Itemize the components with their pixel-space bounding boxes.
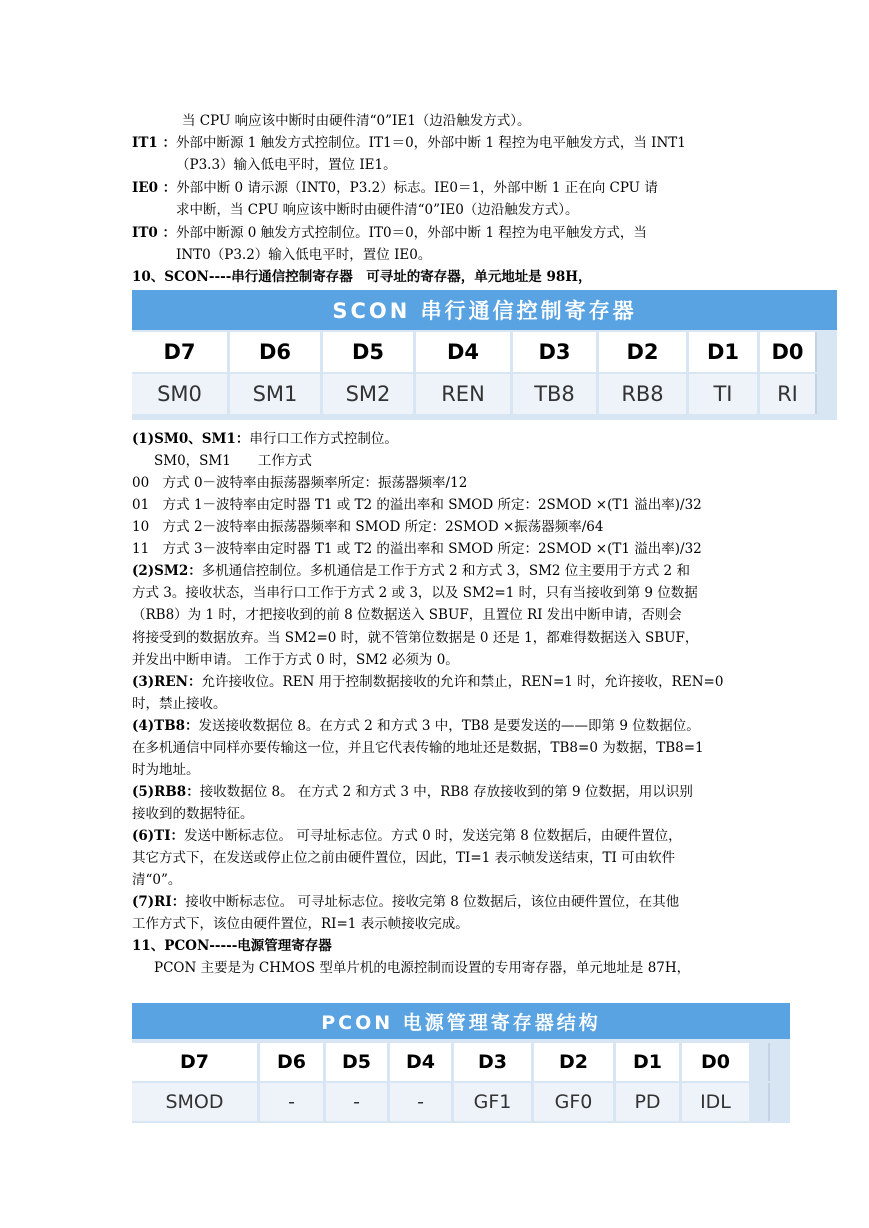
- scon-name-cell: REN: [416, 374, 513, 414]
- line-text: （P3.3）输入低电平时，置位 IE1。: [176, 157, 397, 173]
- line-text: 将接受到的数据放弃。当 SM2=0 时，就不管第位数据是 0 还是 1，都难得数据送入 SBUF，: [132, 630, 699, 646]
- scon-name-cell: SM1: [230, 374, 323, 414]
- scon-table-title: SCON 串行通信控制寄存器: [132, 290, 837, 330]
- line-text: SM0，SM1 工作方式: [154, 453, 312, 469]
- scon-bit-cell: D7: [132, 332, 230, 372]
- bold-label: (1)SM0、SM1：: [132, 431, 250, 447]
- pcon-name-row: [132, 1083, 790, 1121]
- table-edge: [768, 1043, 790, 1081]
- pcon-name-cell: PD: [616, 1083, 682, 1121]
- line-text: 11 方式 3－波特率由定时器 T1 或 T2 的溢出率和 SMOD 所定：2SMOD ×(T1 溢出率)/32: [132, 541, 702, 557]
- text-line: [132, 893, 679, 911]
- text-line: [132, 268, 592, 286]
- line-text: 接收到的数据特征。: [132, 806, 254, 822]
- pcon-bit-cell: D6: [260, 1043, 326, 1081]
- text-line: [132, 584, 698, 602]
- text-line: [176, 201, 579, 219]
- scon-bit-cell: D2: [599, 332, 689, 372]
- line-text: INT0（P3.2）输入低电平时，置位 IE0。: [176, 247, 432, 263]
- pcon-name-cell: -: [260, 1083, 326, 1121]
- line-text: 接收中断标志位。 可寻址标志位。接收完第 8 位数据后，该位由硬件置位，在其他: [185, 894, 680, 910]
- line-text: 清“0”。: [132, 872, 182, 888]
- scon-bit-cell: D1: [689, 332, 760, 372]
- table-edge: [815, 374, 837, 414]
- scon-bit-cell: D4: [416, 332, 513, 372]
- text-line: [132, 827, 682, 845]
- text-line: [132, 629, 698, 647]
- scon-name-cell: RI: [760, 374, 818, 414]
- pcon-bit-cell: D7: [132, 1043, 260, 1081]
- table-edge: [768, 1083, 790, 1121]
- text-line: [132, 673, 723, 691]
- bold-label: 11、PCON-----电源管理寄存器: [132, 938, 332, 954]
- bold-label: (5)RB8：: [132, 784, 200, 800]
- line-text: 其它方式下，在发送或停止位之前由硬件置位，因此，TI=1 表示帧发送结束，TI 可由软件: [132, 850, 676, 866]
- pcon-bit-cell: D1: [616, 1043, 682, 1081]
- line-text: 方式 3。接收状态，当串行口工作于方式 2 或 3，以及 SM2=1 时，只有当接收到第 9 位数据: [132, 585, 698, 601]
- line-text: 求中断，当 CPU 响应该中断时由硬件清“0”IE0（边沿触发方式）。: [176, 202, 579, 218]
- bold-label: (4)TB8：: [132, 718, 199, 734]
- scon-name-cell: TI: [689, 374, 760, 414]
- pcon-bit-cell: D5: [326, 1043, 390, 1081]
- bold-label: (3)REN：: [132, 674, 202, 690]
- scon-name-cell: SM2: [323, 374, 416, 414]
- scon-register-table: [132, 290, 837, 420]
- text-line: [132, 496, 702, 514]
- scon-name-row: [132, 374, 837, 414]
- text-line: [132, 651, 459, 669]
- text-line: [132, 937, 332, 955]
- pcon-name-cell: SMOD: [132, 1083, 260, 1121]
- line-text: 工作方式下，该位由硬件置位，RI=1 表示帧接收完成。: [132, 916, 469, 932]
- pcon-bit-cell: D3: [454, 1043, 534, 1081]
- scon-bit-cell: D3: [513, 332, 599, 372]
- line-text: （RB8）为 1 时，才把接收到的前 8 位数据送入 SBUF，且置位 RI 发出中断申请，否则会: [132, 607, 682, 623]
- bold-label: IE0 ：: [132, 180, 177, 196]
- line-text: 接收数据位 8。 在方式 2 和方式 3 中，RB8 存放接收到的第 9 位数据，用以识别: [199, 784, 693, 800]
- text-line: [132, 179, 658, 197]
- bold-label: (7)RI：: [132, 894, 186, 910]
- text-line: [132, 849, 675, 867]
- scon-bit-row: [132, 332, 837, 372]
- pcon-bit-cell: D2: [534, 1043, 616, 1081]
- pcon-name-cell: GF1: [454, 1083, 534, 1121]
- bold-label: 10、SCON----串行通信控制寄存器 可寻址的寄存器，单元地址是 98H，: [132, 269, 592, 285]
- pcon-bit-cell: D4: [390, 1043, 454, 1081]
- line-text: 串行口工作方式控制位。: [249, 431, 398, 447]
- bold-label: (6)TI：: [132, 828, 185, 844]
- line-text: 外部中断源 0 触发方式控制位。IT0＝0，外部中断 1 程控为电平触发方式，当: [175, 225, 647, 241]
- text-line: [132, 915, 469, 933]
- pcon-register-table: [132, 1003, 790, 1123]
- bold-label: IT0 ：: [132, 225, 176, 241]
- line-text: 00 方式 0－波特率由振荡器频率所定：振荡器频率/12: [132, 475, 468, 491]
- line-text: 时，禁止接收。: [132, 696, 227, 712]
- text-line: [132, 540, 702, 558]
- text-line: [132, 518, 603, 536]
- text-line: [132, 430, 398, 448]
- text-line: [132, 695, 227, 713]
- bold-label: IT1 ：: [132, 135, 176, 151]
- text-line: [176, 246, 431, 264]
- pcon-bit-row: [132, 1043, 790, 1081]
- line-text: 并发出中断申请。 工作于方式 0 时，SM2 必须为 0。: [132, 652, 459, 668]
- text-line: [154, 452, 312, 470]
- pcon-name-cell: -: [326, 1083, 390, 1121]
- line-text: 多机通信控制位。多机通信是工作于方式 2 和方式 3，SM2 位主要用于方式 2 和: [201, 563, 690, 579]
- pcon-name-cell: IDL: [682, 1083, 752, 1121]
- line-text: 时为地址。: [132, 762, 200, 778]
- text-line: [132, 134, 686, 152]
- scon-name-cell: TB8: [513, 374, 599, 414]
- text-line: [132, 474, 467, 492]
- line-text: PCON 主要是为 CHMOS 型单片机的电源控制而设置的专用寄存器，单元地址是 87H，: [154, 960, 691, 976]
- text-line: [154, 959, 690, 977]
- pcon-name-cell: GF0: [534, 1083, 616, 1121]
- line-text: 发送接收数据位 8。在方式 2 和方式 3 中，TB8 是要发送的——即第 9 位数据位。: [198, 718, 700, 734]
- text-line: [132, 805, 254, 823]
- text-line: [176, 156, 397, 174]
- scon-bit-cell: D5: [323, 332, 416, 372]
- pcon-bit-cell: D0: [682, 1043, 752, 1081]
- line-text: 在多机通信中同样亦要传输这一位，并且它代表传输的地址还是数据，TB8=0 为数据，TB8=1: [132, 740, 704, 756]
- line-text: 发送中断标志位。 可寻址标志位。方式 0 时，发送完第 8 位数据后，由硬件置位，: [184, 828, 682, 844]
- line-text: 外部中断源 1 触发方式控制位。IT1＝0，外部中断 1 程控为电平触发方式，当 INT1: [175, 135, 686, 151]
- pcon-table-title: PCON 电源管理寄存器结构: [132, 1003, 790, 1039]
- table-edge: [815, 332, 837, 372]
- line-text: 当 CPU 响应该中断时由硬件清“0”IE1（边沿触发方式）。: [182, 113, 531, 129]
- pcon-name-cell: -: [390, 1083, 454, 1121]
- text-line: [132, 562, 690, 580]
- text-line: [132, 761, 200, 779]
- line-text: 10 方式 2－波特率由振荡器频率和 SMOD 所定：2SMOD ×振荡器频率/64: [132, 519, 604, 535]
- text-line: [182, 112, 531, 130]
- text-line: [132, 224, 647, 242]
- text-line: [132, 783, 693, 801]
- bold-label: (2)SM2：: [132, 563, 202, 579]
- scon-bit-cell: D6: [230, 332, 323, 372]
- text-line: [132, 871, 181, 889]
- scon-name-cell: SM0: [132, 374, 230, 414]
- line-text: 外部中断 0 请示源（INT0，P3.2）标志。IE0＝1，外部中断 1 正在向 CPU 请: [176, 180, 658, 196]
- line-text: 允许接收位。REN 用于控制数据接收的允许和禁止，REN=1 时，允许接收，REN=0: [201, 674, 724, 690]
- text-line: [132, 717, 700, 735]
- text-line: [132, 606, 682, 624]
- scon-name-cell: RB8: [599, 374, 689, 414]
- scon-bit-cell: D0: [760, 332, 818, 372]
- line-text: 01 方式 1－波特率由定时器 T1 或 T2 的溢出率和 SMOD 所定：2SMOD ×(T1 溢出率)/32: [132, 497, 702, 513]
- text-line: [132, 739, 704, 757]
